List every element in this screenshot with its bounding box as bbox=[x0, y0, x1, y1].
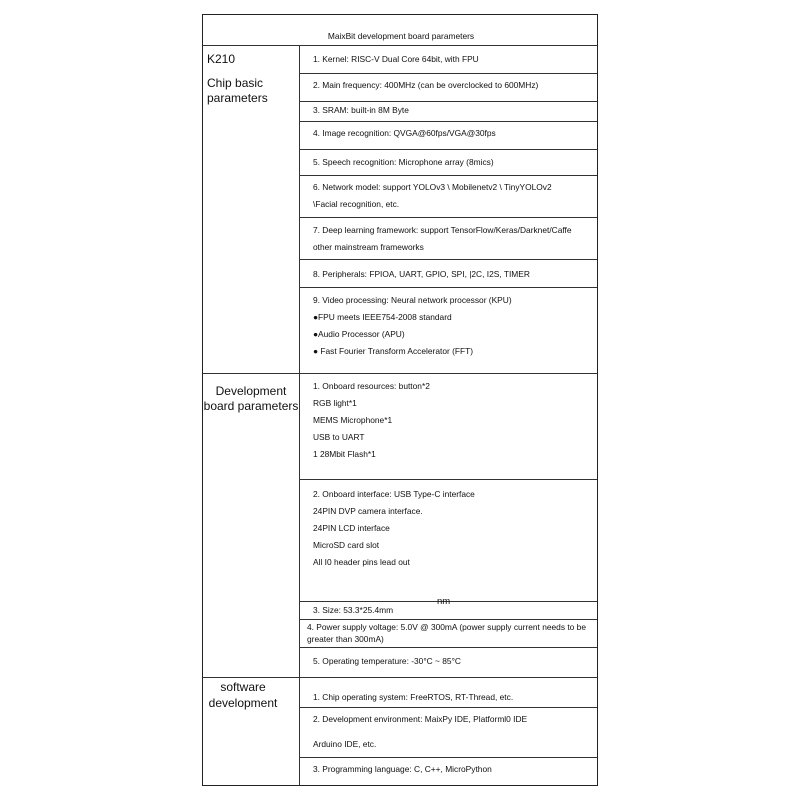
row-text: 5. Operating temperature: -30°C ~ 85°C bbox=[313, 656, 461, 666]
divider bbox=[299, 259, 597, 260]
row-text: RGB light*1 bbox=[313, 398, 357, 408]
row-speech-recognition bbox=[313, 154, 597, 171]
divider bbox=[299, 619, 597, 620]
parameters-table bbox=[202, 14, 598, 786]
row-text: Arduino IDE, etc. bbox=[313, 739, 377, 749]
row-text: 7. Deep learning framework: support TensorFlow/Keras/Darknet/Caffe bbox=[313, 225, 572, 235]
section-software-label bbox=[203, 680, 283, 711]
divider bbox=[299, 217, 597, 218]
row-text: 2. Onboard interface: USB Type-C interface bbox=[313, 489, 475, 499]
divider bbox=[299, 757, 597, 758]
row-programming-language bbox=[313, 761, 597, 778]
section-board-label-line: board parameters bbox=[203, 399, 299, 413]
table-title: MaixBit development board parameters bbox=[327, 31, 475, 41]
row-network-model bbox=[313, 179, 597, 213]
row-frequency bbox=[313, 77, 597, 94]
row-text: 9. Video processing: Neural network processor (KPU) bbox=[313, 295, 512, 305]
divider bbox=[203, 373, 597, 374]
divider bbox=[299, 121, 597, 122]
row-text: MEMS Microphone*1 bbox=[313, 415, 393, 425]
section-software-label-line: software bbox=[220, 680, 266, 694]
size-unit-note: nm bbox=[437, 596, 451, 607]
row-text: All I0 header pins lead out bbox=[313, 557, 410, 567]
row-text: 3. Programming language: C, C++, MicroPython bbox=[313, 764, 492, 774]
row-power-supply bbox=[307, 621, 595, 645]
section-chip-label-line: parameters bbox=[207, 91, 268, 105]
divider bbox=[299, 647, 597, 648]
row-text: 2. Development environment: MaixPy IDE, Platforml0 IDE bbox=[313, 714, 528, 724]
row-text: 3. Size: 53.3*25.4mm bbox=[313, 605, 394, 615]
row-text: 1. Kernel: RISC-V Dual Core 64bit, with FPU bbox=[313, 54, 479, 64]
section-board-label bbox=[203, 384, 299, 414]
row-onboard-resources bbox=[313, 378, 597, 463]
row-text: 2. Main frequency: 400MHz (can be overclocked to 600MHz) bbox=[313, 80, 539, 90]
section-software-label-line: development bbox=[208, 696, 278, 710]
divider bbox=[299, 287, 597, 288]
section-chip-label bbox=[207, 52, 268, 106]
row-text: MicroSD card slot bbox=[313, 540, 380, 550]
row-onboard-interface bbox=[313, 486, 597, 571]
row-text: other mainstream frameworks bbox=[313, 242, 424, 252]
row-image-recognition bbox=[313, 125, 597, 142]
divider bbox=[299, 149, 597, 150]
row-operating-temperature bbox=[313, 653, 597, 670]
row-text: 1 28Mbit Flash*1 bbox=[313, 449, 376, 459]
row-text: ●FPU meets IEEE754-2008 standard bbox=[313, 312, 452, 322]
row-text: 1. Chip operating system: FreeRTOS, RT-Thread, etc. bbox=[313, 692, 514, 702]
column-divider bbox=[299, 45, 300, 785]
row-text: 3. SRAM: built-in 8M Byte bbox=[313, 105, 409, 115]
section-chip-label-line: K210 bbox=[207, 52, 236, 66]
divider bbox=[203, 677, 597, 678]
row-text: 8. Peripherals: FPIOA, UART, GPIO, SPI, |2C, I2S, TIMER bbox=[313, 269, 530, 279]
row-kernel bbox=[313, 51, 597, 68]
row-text: 6. Network model: support YOLOv3 \ Mobilenetv2 \ TinyYOLOv2 bbox=[313, 182, 552, 192]
section-chip-label-line: Chip basic bbox=[207, 76, 264, 90]
row-text: ●Audio Processor (APU) bbox=[313, 329, 405, 339]
row-text: 4. Power supply voltage: 5.0V @ 300mA (power supply current needs to be greater than 300mA) bbox=[307, 622, 586, 644]
row-text: 1. Onboard resources: button*2 bbox=[313, 381, 430, 391]
row-text: 24PIN LCD interface bbox=[313, 523, 390, 533]
row-sram bbox=[313, 102, 597, 119]
row-development-environment bbox=[313, 711, 597, 753]
row-peripherals bbox=[313, 266, 597, 283]
divider bbox=[299, 175, 597, 176]
row-text: ● Fast Fourier Transform Accelerator (FFT) bbox=[313, 346, 474, 356]
row-size bbox=[313, 602, 597, 619]
divider bbox=[299, 707, 597, 708]
row-text: \Facial recognition, etc. bbox=[313, 199, 400, 209]
row-text: USB to UART bbox=[313, 432, 365, 442]
section-board-label-line: Development bbox=[215, 384, 287, 398]
divider bbox=[203, 45, 597, 46]
row-deep-learning-framework bbox=[313, 222, 597, 256]
row-text: 4. Image recognition: QVGA@60fps/VGA@30fps bbox=[313, 128, 496, 138]
row-text: 5. Speech recognition: Microphone array (8mics) bbox=[313, 157, 494, 167]
row-text: 24PIN DVP camera interface. bbox=[313, 506, 423, 516]
divider bbox=[299, 73, 597, 74]
divider bbox=[299, 479, 597, 480]
row-operating-system bbox=[313, 689, 597, 706]
row-video-processing bbox=[313, 292, 597, 360]
